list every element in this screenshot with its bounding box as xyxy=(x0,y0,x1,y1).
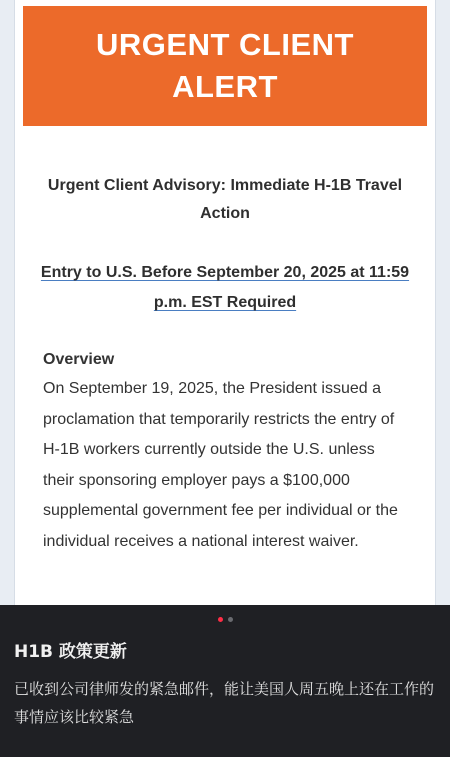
carousel-indicator xyxy=(0,617,450,622)
post-title: H1B 政策更新 xyxy=(14,642,127,662)
carousel-dot-active[interactable] xyxy=(218,617,223,622)
post-caption-sheet xyxy=(0,605,450,757)
overview-heading: Overview xyxy=(43,351,115,368)
post-body: 已收到公司律师发的紧急邮件，能让美国人周五晚上还在工作的事情应该比较紧急 xyxy=(14,680,435,726)
deadline-section xyxy=(15,258,435,318)
alert-banner xyxy=(23,6,427,126)
email-card xyxy=(14,0,436,620)
carousel-dot[interactable] xyxy=(228,617,233,622)
deadline-link[interactable]: Entry to U.S. Before September 20, 2025 at 11:59 p.m. EST Required xyxy=(40,264,410,311)
banner-title: URGENT CLIENT ALERT xyxy=(96,27,354,104)
advisory-title: Urgent Client Advisory: Immediate H-1B Travel Action xyxy=(47,177,403,222)
overview-body: On September 19, 2025, the President issued a proclamation that temporarily restricts the entry of H-1B workers currently outside the U.S. unless their sponsoring employer pays a $100,000 supplemental government fee per individual or the individual receives a national interest waiver. xyxy=(43,380,398,550)
